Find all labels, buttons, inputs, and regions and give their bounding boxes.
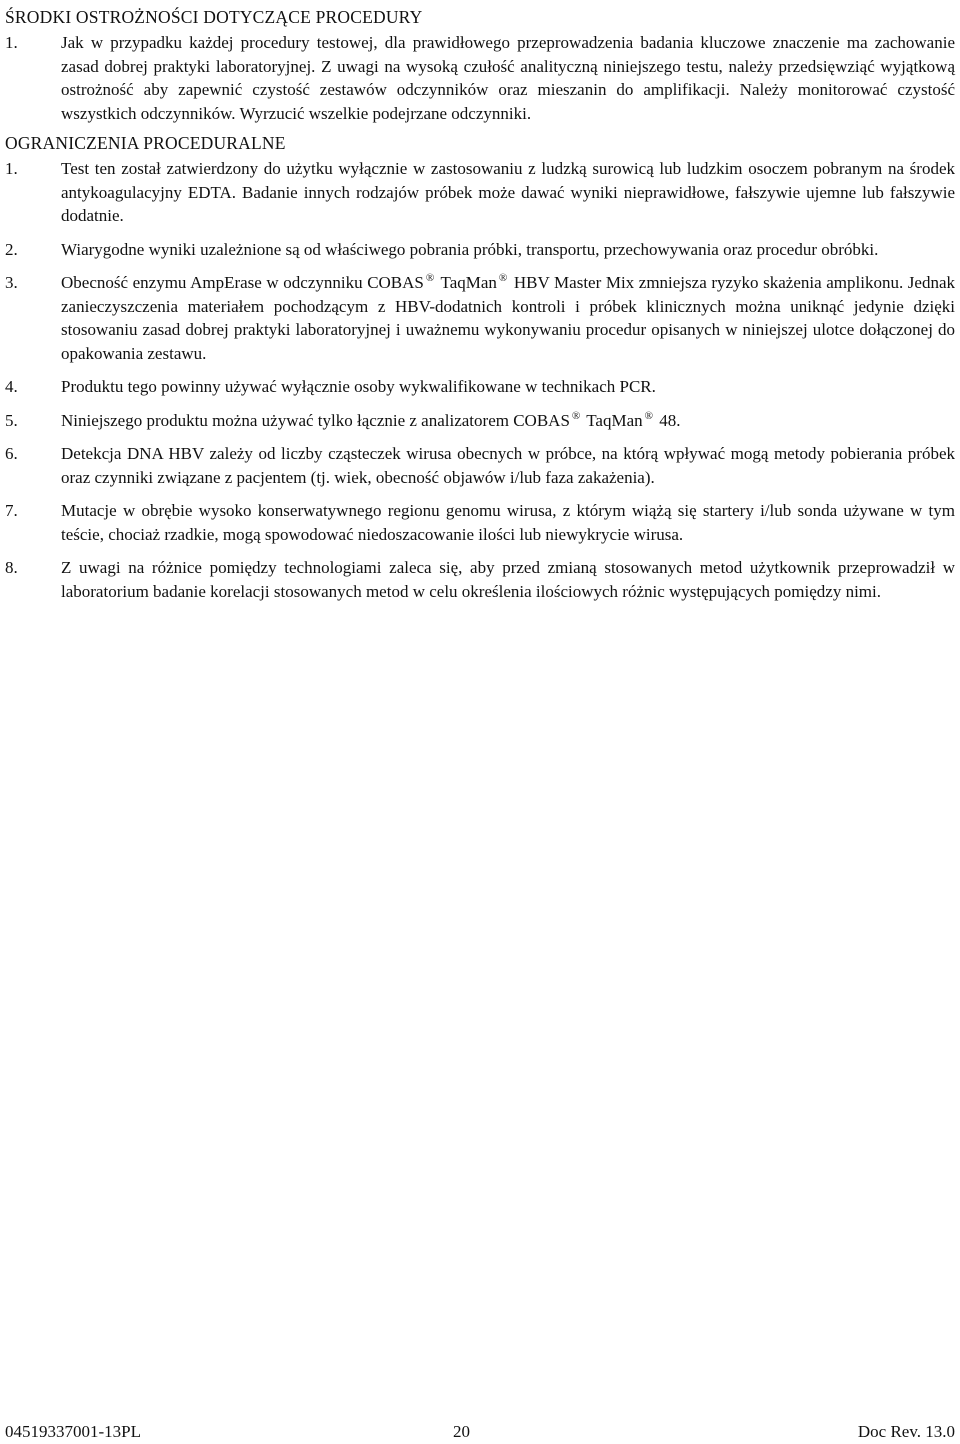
item-text-part: TaqMan	[440, 273, 497, 292]
list-item	[5, 556, 955, 603]
item-text	[61, 411, 680, 430]
section-heading-precautions: ŚRODKI OSTROŻNOŚCI DOTYCZĄCE PROCEDURY	[5, 7, 423, 27]
item-number: 1.	[5, 159, 18, 178]
item-text-part: Obecność enzymu AmpErase w odczynniku COBAS	[61, 273, 424, 292]
registered-mark: ®	[571, 409, 581, 422]
item-number: 6.	[5, 444, 18, 463]
item-text-part: TaqMan	[586, 410, 643, 430]
item-number: 7.	[5, 501, 18, 520]
section-heading-limitations: OGRANICZENIA PROCEDURALNE	[5, 133, 286, 153]
item-text-part: HBV Master Mix zmniejsza ryzyko skażenia amplikonu. Jednak zanieczyszczenia materiałem pochodzącym z HBV-dodatnich kontroli i próbek klinicznych można uniknąć jedynie dzięki stosowaniu zasad dobrej praktyki laboratoryjnej i uważnemu wykonywaniu procedur opisanych w niniejszej ulotce dołączonej do opakowania zestawu.	[61, 273, 955, 363]
page-number: 20	[453, 1422, 470, 1441]
list-item	[5, 375, 955, 399]
list-item	[5, 409, 955, 433]
item-text	[61, 273, 955, 363]
list-item	[5, 157, 955, 228]
list-item	[5, 499, 955, 546]
item-text: Wiarygodne wyniki uzależnione są od właściwego pobrania próbki, transportu, przechowywania oraz procedur obróbki.	[61, 239, 879, 259]
item-number: 8.	[5, 558, 18, 577]
list-item	[5, 271, 955, 365]
registered-mark: ®	[644, 409, 653, 422]
item-text-part: Niniejszego produktu można używać tylko łącznie z analizatorem COBAS	[61, 410, 570, 430]
item-number: 5.	[5, 410, 18, 430]
item-text: Test ten został zatwierdzony do użytku wyłącznie w zastosowaniu z ludzką surowicą lub ludzkim osoczem pobranym na środek antykoagulacyjny EDTA. Badanie innych rodzajów próbek może dawać wyniki nieprawidłowe, fałszywie ujemne lub fałszywie dodatnie.	[61, 159, 955, 225]
registered-mark: ®	[498, 272, 508, 284]
limitations-list	[5, 157, 955, 603]
list-item	[5, 238, 955, 262]
item-text: Produktu tego powinny używać wyłącznie osoby wykwalifikowane w technikach PCR.	[61, 377, 656, 396]
precautions-list	[5, 31, 955, 125]
item-text: Detekcja DNA HBV zależy od liczby cząsteczek wirusa obecnych w próbce, na którą wpływać mogą metody pobierania próbek oraz czynniki związane z pacjentem (tj. wiek, obecność objawów i/lub faza zakażenia).	[61, 444, 955, 487]
item-number: 1.	[5, 33, 18, 52]
page-footer	[5, 1420, 955, 1444]
document-number: 04519337001-13PL	[5, 1422, 141, 1441]
document-revision: Doc Rev. 13.0	[857, 1422, 955, 1441]
item-text: Mutacje w obrębie wysoko konserwatywnego regionu genomu wirusa, z którym wiążą się startery i/lub sonda używane w tym teście, chociaż rzadkie, mogą spowodować niedoszacowanie ilości lub niewykrycie wirusa.	[61, 501, 955, 544]
item-text-part: 48.	[659, 410, 681, 430]
item-number: 4.	[5, 377, 18, 396]
document-page	[5, 5, 955, 613]
item-text: Z uwagi na różnice pomiędzy technologiami zaleca się, aby przed zmianą stosowanych metod użytkownik przeprowadził w laboratorium badanie korelacji stosowanych metod w celu określenia ilościowych różnic występujących pomiędzy nimi.	[61, 558, 955, 601]
registered-mark: ®	[425, 272, 435, 284]
item-number: 2.	[5, 239, 18, 259]
item-text: Jak w przypadku każdej procedury testowej, dla prawidłowego przeprowadzenia badania kluczowe znaczenie ma zachowanie zasad dobrej praktyki laboratoryjnej. Z uwagi na wysoką czułość analityczną niniejszego testu, należy przedsięwziąć wyjątkową ostrożność aby zapewnić czystość zestawów odczynników oraz mieszanin do amplifikacji. Należy monitorować czystość wszystkich odczynników. Wyrzucić wszelkie podejrzane odczynniki.	[61, 33, 955, 123]
item-number: 3.	[5, 273, 18, 292]
list-item	[5, 442, 955, 489]
list-item	[5, 31, 955, 125]
